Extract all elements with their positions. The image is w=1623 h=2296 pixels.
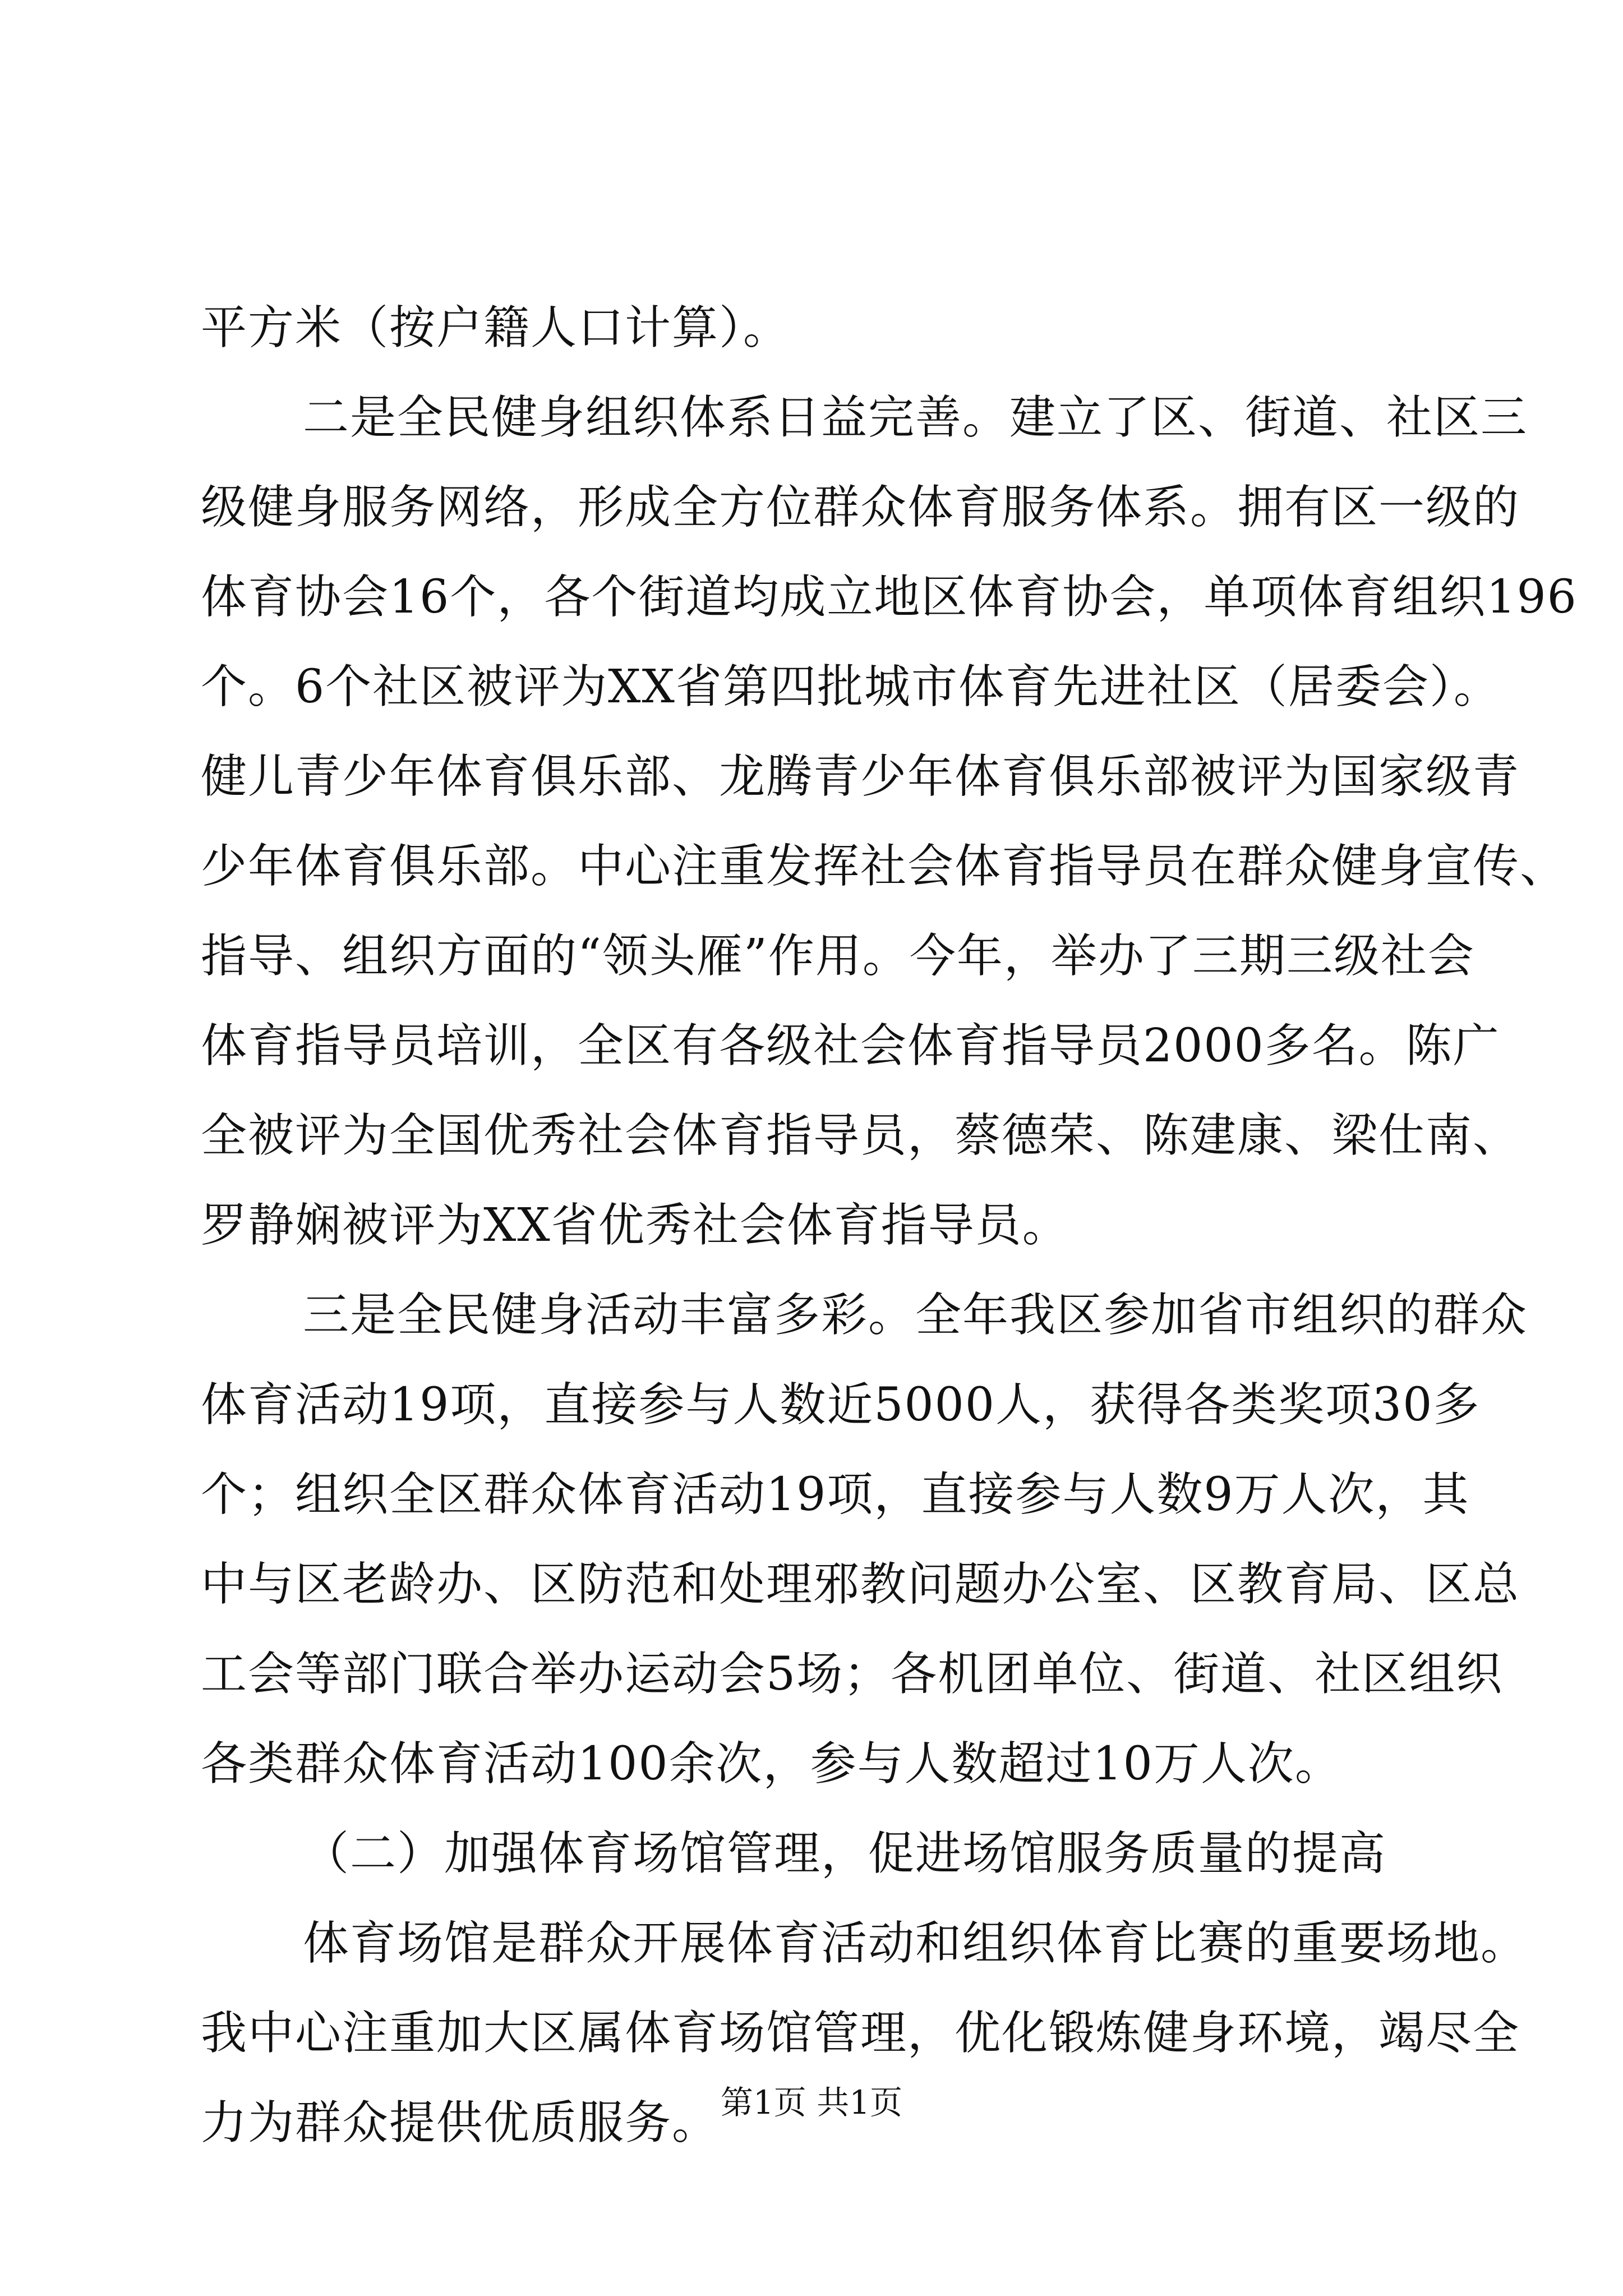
text-line: 指导、组织方面的“领头雁”作用。今年，举办了三期三级社会	[201, 930, 1475, 983]
text-line: 我中心注重加大区属体育场馆管理，优化锻炼健身环境，竭尽全	[201, 2007, 1520, 2060]
paragraph-start-line: 二是全民健身组织体系日益完善。建立了区、街道、社区三	[303, 391, 1528, 444]
text-line: 各类群众体育活动100余次，参与人数超过10万人次。	[201, 1737, 1342, 1791]
text-line: 个；组织全区群众体育活动19项，直接参与人数9万人次，其	[201, 1468, 1470, 1521]
text-line: 平方米（按户籍人口计算）。	[201, 301, 791, 355]
text-line: 体育活动19项，直接参与人数近5000人，获得各类奖项30多	[201, 1378, 1481, 1432]
text-line: 健儿青少年体育俱乐部、龙腾青少年体育俱乐部被评为国家级青	[201, 750, 1520, 803]
page-number-footer: 第1页 共1页	[720, 2083, 903, 2122]
paragraph-start-line: 体育场馆是群众开展体育活动和组织体育比赛的重要场地。	[303, 1917, 1528, 1970]
text-line: 全被评为全国优秀社会体育指导员，蔡德荣、陈建康、梁仕南、	[201, 1109, 1520, 1162]
paragraph-start-line: 三是全民健身活动丰富多彩。全年我区参加省市组织的群众	[303, 1289, 1528, 1342]
text-line: 工会等部门联合举办运动会5场；各机团单位、街道、社区组织	[201, 1648, 1504, 1701]
text-line: 少年体育俱乐部。中心注重发挥社会体育指导员在群众健身宣传、	[201, 840, 1567, 893]
text-line: 个。6个社区被评为XX省第四批城市体育先进社区（居委会）。	[201, 660, 1501, 714]
text-line: 级健身服务网络，形成全方位群众体育服务体系。拥有区一级的	[201, 481, 1520, 534]
text-line: 体育指导员培训，全区有各级社会体育指导员2000多名。陈广	[201, 1019, 1500, 1073]
text-line: 力为群众提供优质服务。	[201, 2096, 720, 2150]
text-line: 罗静娴被评为XX省优秀社会体育指导员。	[201, 1199, 1069, 1252]
text-line: 体育协会16个，各个街道均成立地区体育协会，单项体育组织196	[201, 570, 1578, 624]
section-heading: （二）加强体育场馆管理，促进场馆服务质量的提高	[303, 1827, 1387, 1880]
text-line: 中与区老龄办、区防范和处理邪教问题办公室、区教育局、区总	[201, 1558, 1520, 1611]
